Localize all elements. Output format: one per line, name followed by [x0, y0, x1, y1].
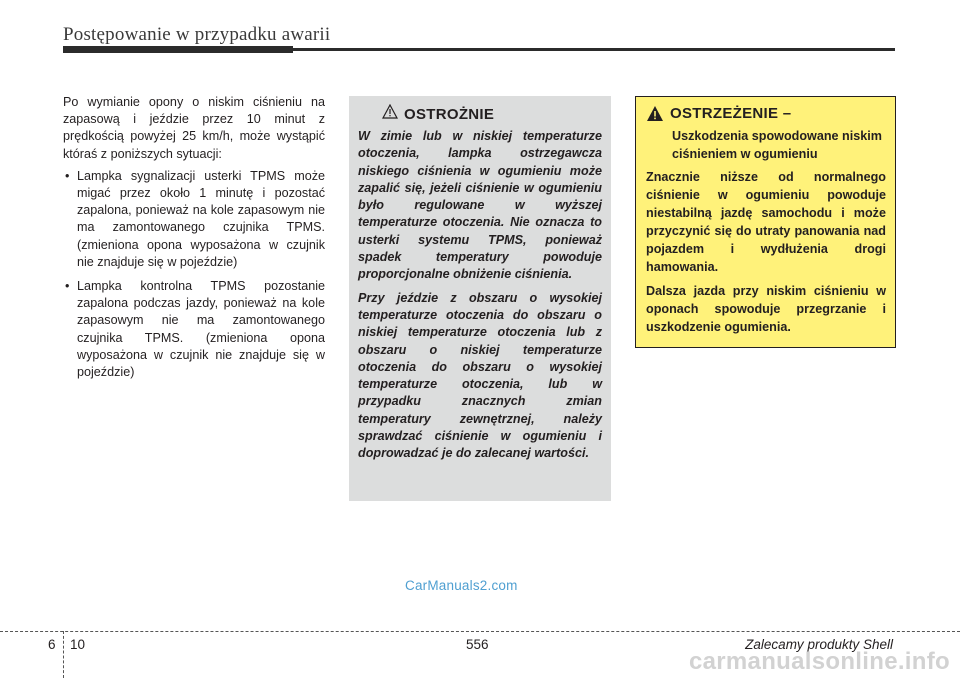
list-item-text: Lampka sygnalizacji usterki TPMS może migać przez około 1 minutę i pozostać zapalona, ponieważ na kole zapasowym nie ma zamontowanego czujnika TPMS. (zmieniona opona wyposażona w czujnik nie znajduje się w pojeździe)	[77, 168, 325, 269]
warning-box	[635, 96, 896, 348]
footer-dashed-divider	[63, 631, 64, 678]
bullet-marker: •	[65, 279, 70, 294]
carmanuals-watermark: CarManuals2.com	[405, 578, 518, 593]
header-accent-bar	[63, 46, 293, 53]
page-title: Postępowanie w przypadku awarii	[63, 24, 331, 45]
situation-list	[63, 168, 325, 381]
footer-section-title: Zalecamy produkty Shell	[745, 637, 893, 652]
warning-subtitle: Uszkodzenia spowodowane niskim ciśnieniem w ogumieniu	[672, 129, 882, 161]
list-item	[63, 168, 325, 271]
chapter-page-number: 10	[70, 637, 86, 652]
footer-watermark: carmanualsonline.info	[688, 648, 950, 675]
caution-paragraph: Przy jeździe z obszaru o wysokiej temperaturze otoczenia do obszaru o niskiej temperaturze otoczenia lub z obszaru o niskiej temperaturze otoczenia do obszaru o wysokiej temperaturze otoczenia, lub w przypadku znacznych zmian temperatury zewnętrznej, należy sprawdzać ciśnienie w ogumieniu i doprowadzać je do zalecanej wartości.	[358, 290, 602, 461]
warning-title: OSTRZEŻENIE –	[670, 105, 792, 122]
caution-box	[349, 96, 611, 501]
caution-title: OSTROŻNIE	[404, 105, 495, 123]
warning-header	[646, 105, 886, 127]
list-item	[63, 278, 325, 381]
caution-paragraph: W zimie lub w niskiej temperaturze otoczenia, lampka ostrzegawcza niskiego ciśnienia w ogumieniu może zapalić się, jeżeli ciśnienie w ogumieniu było regulowane w wyższej temperaturze otoczenia. Nie oznacza to usterki systemu TPMS, ponieważ spadek temperatury powoduje proporcjonalne obniżenie ciśnienia.	[358, 129, 602, 282]
chapter-number: 6	[48, 637, 56, 652]
list-item-text: Lampka kontrolna TPMS pozostanie zapalona podczas jazdy, ponieważ na kole zapasowym nie ma zamontowanego czujnika TPMS. (zmieniona opona wyposażona w czujnik nie znajduje się w pojeździe)	[77, 279, 325, 380]
warning-triangle-outline-icon	[382, 104, 398, 124]
warning-paragraph: Dalsza jazda przy niskim ciśnieniu w oponach spowoduje przegrzanie i uszkodzenie ogumienia.	[646, 284, 886, 334]
footer-dashed-rule	[0, 631, 960, 632]
warning-triangle-filled-icon	[646, 105, 664, 127]
warning-paragraph: Znacznie niższe od normalnego ciśnienie w ogumieniu powoduje niestabilną jazdę samochodu i może przyczynić się do utraty panowania nad pojazdem i wydłużenia drogi hamowania.	[646, 170, 886, 274]
main-text-column	[63, 94, 325, 388]
intro-paragraph: Po wymianie opony o niskim ciśnieniu na zapasową i jeździe przez 10 minut z prędkością powyżej 25 km/h, może wystąpić któraś z poniższych sytuacji:	[63, 95, 325, 161]
page-number: 556	[466, 637, 489, 652]
caution-header	[382, 104, 602, 124]
bullet-marker: •	[65, 168, 70, 183]
